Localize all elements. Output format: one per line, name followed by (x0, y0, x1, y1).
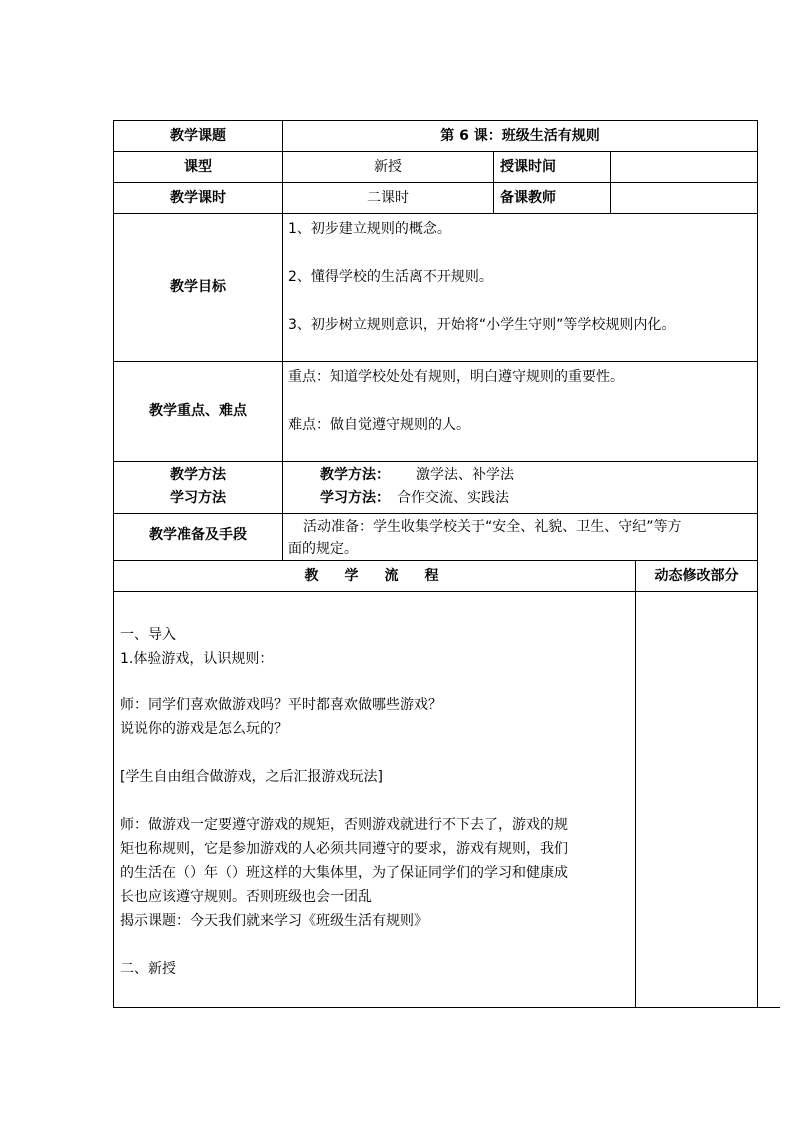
flow-line: 一、导入 (120, 627, 176, 643)
learn-method-label: 学习方法 (170, 490, 226, 506)
flow-line: 揭示课题：今天我们就来学习《班级生活有规则》 (120, 913, 428, 929)
preparation-line: 活动准备：学生收集学校关于“安全、礼貌、卫生、守纪”等方 (303, 519, 682, 535)
border-flow-divider (635, 560, 636, 1008)
teach-method-label: 教学方法 (170, 467, 226, 483)
topic-value: 第 6 课：班级生活有规则 (440, 128, 600, 144)
learn-method-title: 学习方法： (320, 490, 390, 506)
border-row5 (113, 461, 758, 462)
teacher-label: 备课教师 (500, 190, 556, 206)
type-label: 课型 (184, 159, 212, 175)
border-col2 (493, 151, 494, 213)
border-bottom (113, 1007, 780, 1008)
border-row3 (113, 213, 758, 214)
flow-title: 教 学 流 程 (304, 568, 445, 584)
topic-label: 教学课题 (170, 128, 226, 144)
border-row2 (113, 182, 758, 183)
flow-line: 师：同学们喜欢做游戏吗？平时都喜欢做哪些游戏？ (120, 697, 442, 713)
border-row7 (113, 560, 758, 561)
preparation-label: 教学准备及手段 (149, 527, 247, 543)
border-left (113, 120, 114, 1008)
learn-method-value: 合作交流、实践法 (397, 490, 509, 506)
key-points-label: 教学重点、难点 (149, 403, 247, 419)
objective-item: 1、初步建立规则的概念。 (288, 221, 451, 237)
border-col1 (282, 120, 283, 561)
border-row8 (113, 591, 758, 592)
flow-line: 1.体验游戏，认识规则： (120, 651, 274, 667)
flow-side-title: 动态修改部分 (654, 568, 739, 584)
border-row6 (113, 513, 758, 514)
objectives-label: 教学目标 (170, 279, 226, 295)
flow-line: 矩也称规则，它是参加游戏的人必须共同遵守的要求，游戏有规则，我们 (120, 841, 568, 857)
flow-line: [学生自由组合做游戏，之后汇报游戏玩法] (120, 769, 383, 785)
type-value: 新授 (374, 159, 402, 175)
objective-item: 3、初步树立规则意识，开始将“小学生守则”等学校规则内化。 (288, 317, 676, 333)
border-top (113, 120, 758, 121)
flow-line: 的生活在（）年（）班这样的大集体里，为了保证同学们的学习和健康成 (120, 865, 568, 881)
flow-line: 师：做游戏一定要遵守游戏的规矩，否则游戏就进行不下去了，游戏的规 (120, 817, 568, 833)
time-label: 授课时间 (500, 159, 556, 175)
preparation-line: 面的规定。 (288, 541, 358, 557)
teach-method-title: 教学方法： (320, 467, 390, 483)
border-row1 (113, 151, 758, 152)
teach-method-value: 激学法、补学法 (416, 467, 514, 483)
border-row4 (113, 361, 758, 362)
key-point: 重点：知道学校处处有规则，明白遵守规则的重要性。 (288, 369, 624, 385)
difficulty-point: 难点：做自觉遵守规则的人。 (288, 417, 470, 433)
border-right (757, 120, 758, 1008)
hours-label: 教学课时 (170, 190, 226, 206)
border-col3 (610, 151, 611, 213)
flow-line: 说说你的游戏是怎么玩的？ (120, 721, 288, 737)
flow-line: 长也应该遵守规则。否则班级也会一团乱 (120, 889, 372, 905)
hours-value: 二课时 (367, 190, 409, 206)
objective-item: 2、懂得学校的生活离不开规则。 (288, 269, 493, 285)
flow-line: 二、新授 (120, 961, 176, 977)
